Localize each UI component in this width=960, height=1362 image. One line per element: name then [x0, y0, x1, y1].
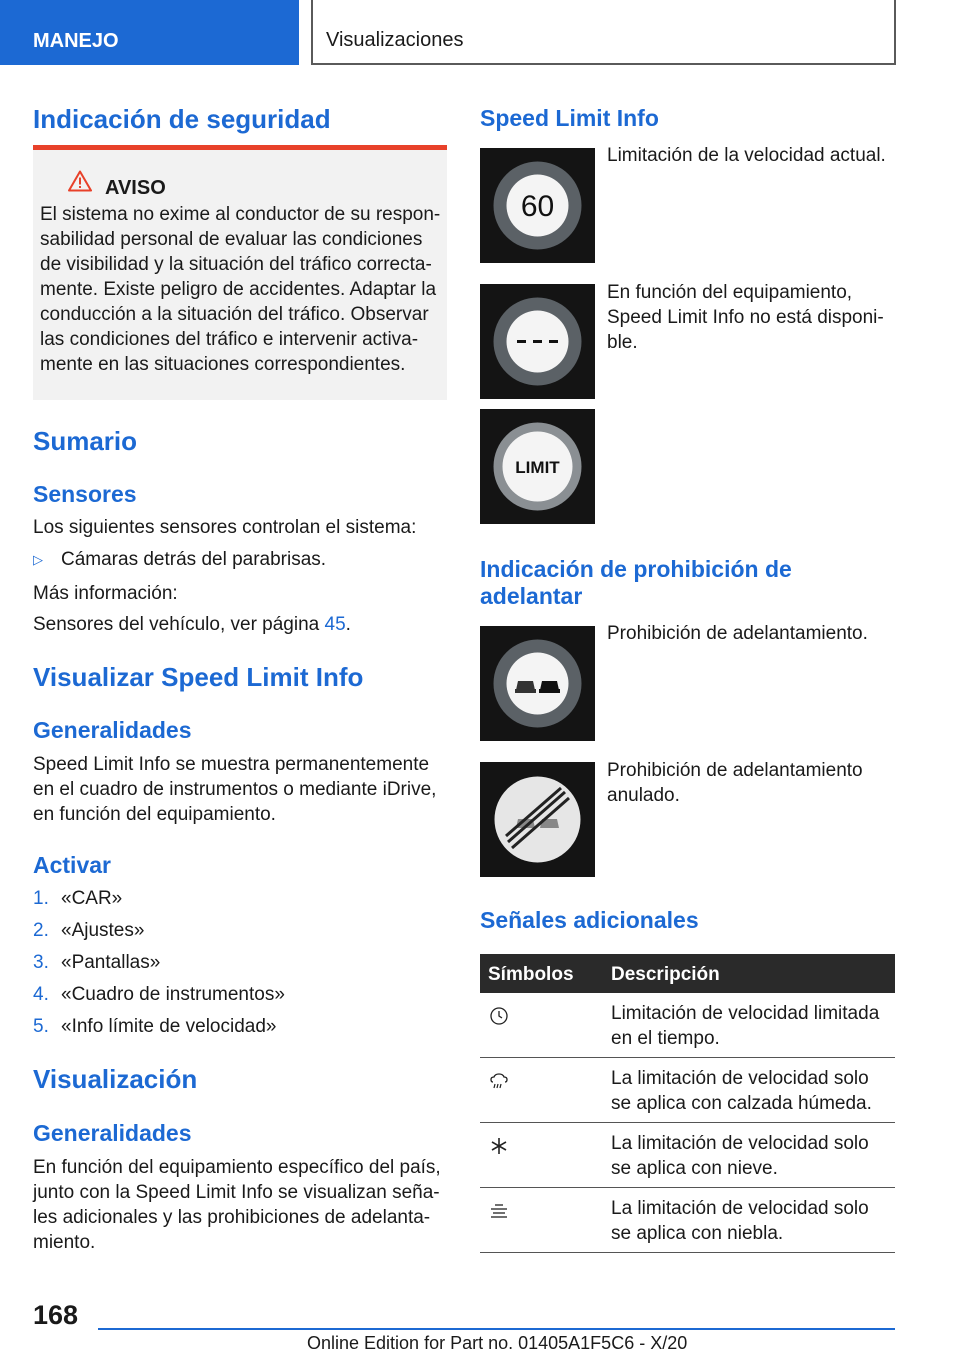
sensors-bullet-item [33, 549, 433, 574]
overtake-end-line: anulado. [607, 785, 680, 806]
step-number: 5. [33, 1016, 49, 1037]
table-desc-line: La limitación de velocidad solo [611, 1198, 869, 1219]
table-row [480, 1058, 895, 1123]
display-heading: Visualización [33, 1064, 198, 1094]
sign-dash-line: Speed Limit Info no está disponi- [607, 307, 884, 328]
warning-line: mente en las situaciones correspondientes. [40, 354, 406, 375]
table-row-description [611, 1001, 891, 1051]
rain-cloud-icon [488, 1070, 510, 1092]
step-text: «Pantallas» [61, 952, 161, 973]
sign-60-description: Limitación de la velocidad actual. [607, 145, 886, 166]
activate-heading: Activar [33, 852, 111, 878]
header-chapter-label: Visualizaciones [326, 29, 464, 51]
table-desc-line: Limitación de velocidad limitada [611, 1003, 880, 1024]
additional-signs-table [480, 954, 895, 1253]
warning-box [33, 145, 447, 400]
display-text [33, 1155, 447, 1255]
warning-text [40, 202, 444, 377]
display-line: miento. [33, 1232, 96, 1253]
step-text: «Cuadro de instrumentos» [61, 984, 285, 1005]
step-number: 4. [33, 984, 49, 1005]
warning-line: conducción a la situación del tráfico. Observar [40, 304, 429, 325]
general-line: en el cuadro de instrumentos o mediante iDrive, [33, 779, 437, 800]
overtake-heading-line: Indicación de prohibición de [480, 556, 792, 582]
overtake-end-line: Prohibición de adelantamiento [607, 760, 863, 781]
general-text [33, 752, 447, 827]
header-section-tab [0, 0, 299, 65]
speed-unavailable-sign-image [480, 284, 595, 399]
more-info-label: Más información: [33, 583, 178, 604]
table-row [480, 1123, 895, 1188]
snowflake-icon [488, 1135, 510, 1157]
speed-60-sign-image [480, 148, 595, 263]
visualize-heading: Visualizar Speed Limit Info [33, 662, 364, 692]
step-text: «Info límite de velocidad» [61, 1016, 277, 1037]
general-line: Speed Limit Info se muestra permanentemente [33, 754, 430, 775]
sign-limit-label: LIMIT [515, 458, 560, 477]
general-line: en función del equipamiento. [33, 804, 276, 825]
no-overtaking-sign-image [480, 626, 595, 741]
warning-triangle-icon [68, 170, 92, 192]
table-desc-line: La limitación de velocidad solo [611, 1133, 869, 1154]
sign-speed-value: 60 [520, 190, 555, 223]
bullet-triangle-icon: ▷ [33, 552, 43, 567]
additional-signs-heading: Señales adicionales [480, 907, 699, 933]
sign-dash-line: En función del equipamiento, [607, 282, 853, 303]
step-number: 3. [33, 952, 49, 973]
table-header-symbols: Símbolos [488, 964, 574, 985]
display-line: En función del equipamiento específico del país, [33, 1157, 441, 1178]
warning-line: mente. Existe peligro de accidentes. Adaptar la [40, 279, 437, 300]
overtake-description: Prohibición de adelantamiento. [607, 623, 868, 644]
footer-edition: Online Edition for Part no. 01405A1F5C6 - X/20 [307, 1333, 688, 1353]
sign-dash-description [607, 280, 897, 355]
display-general-heading: Generalidades [33, 1120, 192, 1146]
step-number: 1. [33, 888, 49, 909]
overtake-end-description [607, 758, 863, 808]
limit-sign-image [480, 409, 595, 524]
sensors-reference-end: . [345, 614, 351, 635]
overtaking-end-sign-image [480, 762, 595, 877]
warning-line: sabilidad personal de evaluar las condiciones [40, 229, 423, 250]
table-row [480, 993, 895, 1058]
general-heading: Generalidades [33, 717, 192, 743]
sign-dash-line: ble. [607, 332, 638, 353]
table-header [480, 954, 895, 993]
footer-divider [98, 1328, 895, 1330]
sensors-heading: Sensores [33, 481, 137, 507]
speed-limit-info-heading: Speed Limit Info [480, 105, 659, 131]
header-chapter-tab [311, 0, 896, 65]
page-number: 168 [33, 1300, 79, 1330]
table-desc-line: se aplica con nieve. [611, 1158, 778, 1179]
fog-icon [488, 1200, 510, 1222]
safety-heading: Indicación de seguridad [33, 104, 331, 134]
sensors-text: Los siguientes sensores controlan el sistema: [33, 517, 417, 538]
page-45-link[interactable]: 45 [324, 614, 346, 635]
summary-heading: Sumario [33, 426, 138, 456]
step-number: 2. [33, 920, 49, 941]
warning-line: las condiciones del tráfico e intervenir activa- [40, 329, 419, 350]
sensors-reference [33, 612, 351, 637]
warning-line: El sistema no exime al conductor de su respon- [40, 204, 441, 225]
clock-icon [488, 1005, 510, 1027]
display-line: les adicionales y las prohibiciones de adelanta- [33, 1207, 431, 1228]
warning-title: AVISO [105, 177, 166, 199]
step-text: «CAR» [61, 888, 123, 909]
table-row-description [611, 1196, 891, 1246]
table-header-description: Descripción [611, 964, 720, 985]
table-desc-line: La limitación de velocidad solo [611, 1068, 869, 1089]
table-desc-line: en el tiempo. [611, 1028, 720, 1049]
overtake-heading [480, 556, 792, 610]
overtake-heading-line: adelantar [480, 583, 583, 609]
table-row-description [611, 1066, 891, 1116]
step-text: «Ajustes» [61, 920, 145, 941]
sensors-reference-text: Sensores del vehículo, ver página [33, 614, 325, 635]
table-desc-line: se aplica con niebla. [611, 1223, 784, 1244]
sensors-bullet-text: Cámaras detrás del parabrisas. [61, 549, 327, 570]
table-desc-line: se aplica con calzada húmeda. [611, 1093, 872, 1114]
table-row-description [611, 1131, 891, 1181]
table-row [480, 1188, 895, 1253]
display-line: junto con la Speed Limit Info se visualizan seña- [33, 1182, 440, 1203]
header-section-label: MANEJO [33, 30, 119, 52]
warning-line: de visibilidad y la situación del tráfico correcta- [40, 254, 432, 275]
